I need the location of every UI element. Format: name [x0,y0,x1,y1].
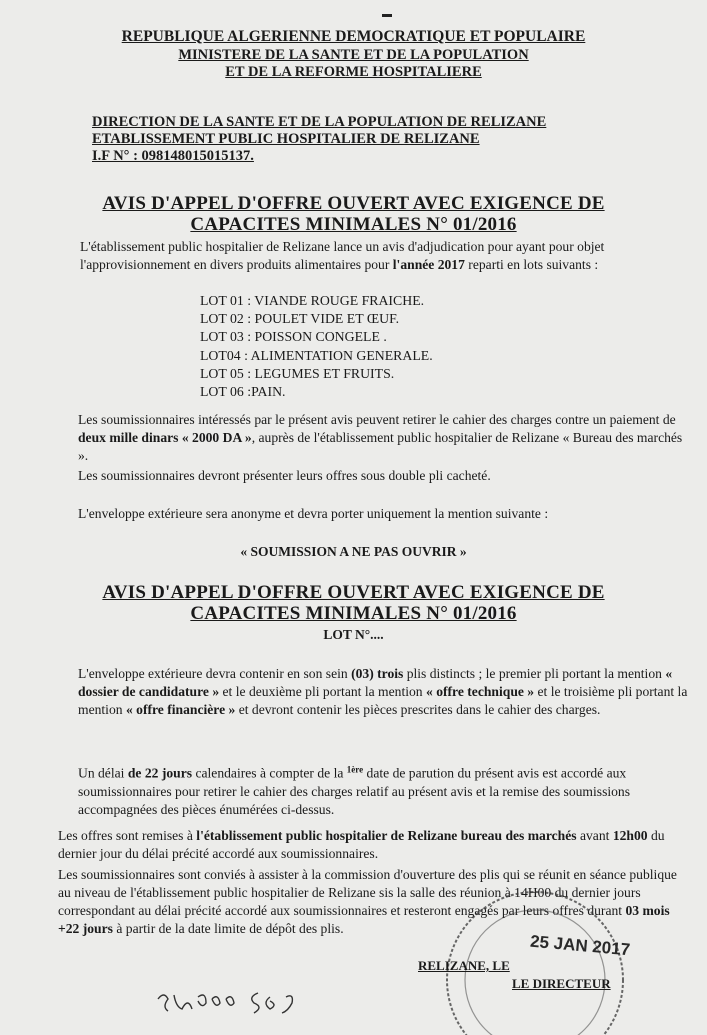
lots-list [200,292,433,401]
handwritten-note [150,985,330,1017]
lot-item: LOT04 : ALIMENTATION GENERALE. [200,347,433,363]
ouverture-text-2: à partir de la date limite de dépôt des plis. [112,921,344,936]
notice2-contenu [78,665,688,719]
ouverture-duration: 03 mois +22 jours [58,903,670,936]
retrait-text-end: , auprès de l'établissement public hospitalier de Relizane « Bureau des marchés ». [78,430,683,463]
mention-offre-financiere: « offre financière » [125,702,236,717]
offres-text: Les offres sont remises à [58,828,197,843]
contenu-text-2: plis distincts ; le premier pli portant la mention [403,666,666,681]
notice2-delai [78,760,688,819]
offres-text-3: du dernier jour du délai précité accordé aux soumissionnaires. [58,828,665,861]
offres-place: l'établissement public hospitalier de Relizane bureau des marchés [196,828,577,843]
notice2-offres [58,827,688,863]
retrait-text: Les soumissionnaires intéressés par le présent avis peuvent retirer le cahier des charges contre un paiement de [78,412,676,427]
lot-item: LOT 05 : LEGUMES ET FRUITS. [200,365,395,381]
delai-text-2: calendaires à compter de la [192,765,347,781]
intro-text: L'établissement public hospitalier de Relizane lance un avis d'adjudication pour ayant pour objet l'approvisionnement en divers produits alimentaires pour [80,239,605,272]
notice1-title-line2: CAPACITES MINIMALES N° 01/2016 [190,214,517,235]
header-direction: DIRECTION DE LA SANTE ET DE LA POPULATION DE RELIZANE [92,114,547,130]
header-etablissement: ETABLISSEMENT PUBLIC HOSPITALIER DE RELIZANE [92,131,480,147]
notice2-lot-number: LOT N°.... [323,627,384,642]
notice1-title-line1: AVIS D'APPEL D'OFFRE OUVERT AVEC EXIGENCE DE [102,193,605,214]
ouverture-text: Les soumissionnaires sont conviés à assister à la commission d'ouverture des plis qui se réunit en séance publique au niveau de l'établissement public hospitalier de Relizane sis la salle des réunion à 14H00 du dernier jours correspondant au délai précité accordé aux soumissionnaires et resteront engagés par leurs offres durant [58,867,677,918]
stamp-date: 25 JAN 2017 [529,931,631,960]
delai-text: Un délai [78,765,128,781]
delai-days: de 22 jours [127,765,193,781]
mention-dossier: « dossier de candidature » [78,666,673,699]
contenu-text-5: et devront contenir les pièces prescrites dans le cahier des charges. [235,702,601,717]
offres-time: 12h00 [612,828,648,843]
notice1-mention: « SOUMISSION A NE PAS OUVRIR » [240,544,467,559]
top-mark [382,14,392,17]
notice1-enveloppe: L'enveloppe extérieure sera anonyme et devra porter uniquement la mention suivante : [78,506,549,521]
lot-item: LOT 01 : VIANDE ROUGE FRAICHE. [200,293,425,308]
header-republic: REPUBLIQUE ALGERIENNE DEMOCRATIQUE ET POPULAIRE [121,28,586,45]
header-ministry-2: ET DE LA REFORME HOSPITALIERE [225,64,482,80]
delai-text-3: date de parution du présent avis est accordé aux soumissionnaires pour retirer le cahier des charges relatif au présent avis et la remise des soumissions accompagnées des pièces énumérées ci-dessus. [78,765,631,817]
offres-text-2: avant [576,828,613,843]
lot-item: LOT 02 : POULET VIDE ET ŒUF. [200,311,400,327]
contenu-text-4: et le troisième pli portant la mention [78,684,688,717]
delai-superscript: 1ère [346,764,364,774]
mention-offre-technique: « offre technique » [426,684,535,699]
retrait-price: deux mille dinars « 2000 DA » [78,430,252,445]
notice1-intro [80,238,620,274]
notice2-title-line1: AVIS D'APPEL D'OFFRE OUVERT AVEC EXIGENCE DE [102,582,605,603]
contenu-count: (03) trois [351,666,404,681]
intro-text-end: reparti en lots suivants : [464,257,599,272]
signature-place: RELIZANE, LE [418,958,510,973]
lot-item: LOT 03 : POISSON CONGELE . [200,329,387,345]
notice1-presentation: Les soumissionnaires devront présenter leurs offres sous double pli cacheté. [78,468,491,483]
header-if-number: I.F N° : 098148015015137. [92,148,254,164]
notice1-retrait [78,411,688,465]
notice2-title-line2: CAPACITES MINIMALES N° 01/2016 [190,603,517,624]
header-ministry: MINISTERE DE LA SANTE ET DE LA POPULATION [178,47,529,63]
signature-role: LE DIRECTEUR [512,976,611,991]
intro-year: l'année 2017 [392,257,465,272]
contenu-text-3: et le deuxième pli portant la mention [219,684,426,699]
lot-item: LOT 06 :PAIN. [200,384,286,400]
contenu-text: L'enveloppe extérieure devra contenir en son sein [78,666,352,681]
